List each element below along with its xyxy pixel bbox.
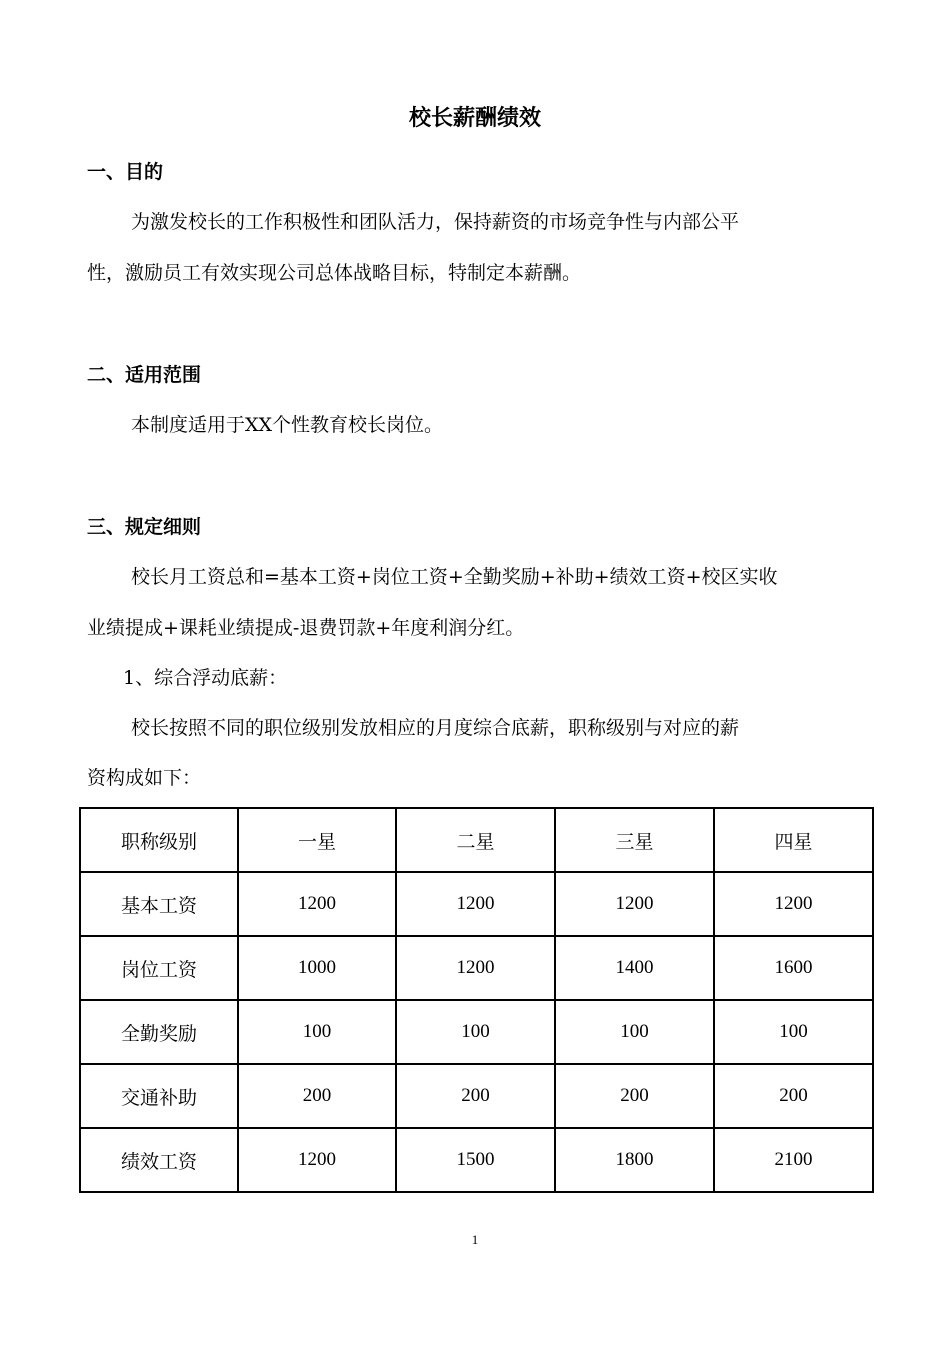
table-header-cell: 一星 xyxy=(238,808,396,872)
table-header-row xyxy=(80,808,873,872)
paragraph-line: 本制度适用于XX个性教育校长岗位。 xyxy=(131,414,444,436)
paragraph-line: 业绩提成+课耗业绩提成-退费罚款+年度利润分红。 xyxy=(87,617,525,639)
table-cell: 100 xyxy=(714,1000,873,1064)
section-heading-purpose: 一、目的 xyxy=(87,161,164,183)
section-heading-scope: 二、适用范围 xyxy=(87,364,202,386)
table-row xyxy=(80,1128,873,1192)
table-header-cell: 三星 xyxy=(555,808,714,872)
paragraph-line: 资构成如下： xyxy=(87,767,202,789)
table-row-label: 岗位工资 xyxy=(80,936,238,1000)
table-cell: 200 xyxy=(714,1064,873,1128)
table-cell: 1200 xyxy=(555,872,714,936)
table-row-label: 绩效工资 xyxy=(80,1128,238,1192)
table-header-cell: 职称级别 xyxy=(80,808,238,872)
table-row xyxy=(80,872,873,936)
table-cell: 100 xyxy=(555,1000,714,1064)
table-header-cell: 二星 xyxy=(396,808,555,872)
page-number: 1 xyxy=(471,1232,479,1247)
paragraph-line: 性，激励员工有效实现公司总体战略目标，特制定本薪酬。 xyxy=(87,262,582,284)
table-cell: 1500 xyxy=(396,1128,555,1192)
table-cell: 1200 xyxy=(396,936,555,1000)
document-title: 校长薪酬绩效 xyxy=(408,106,541,131)
paragraph-line: 校长按照不同的职位级别发放相应的月度综合底薪，职称级别与对应的薪 xyxy=(131,717,740,739)
table-row xyxy=(80,1064,873,1128)
table-row xyxy=(80,936,873,1000)
table-header-cell: 四星 xyxy=(714,808,873,872)
table-row-label: 全勤奖励 xyxy=(80,1000,238,1064)
table-cell: 1200 xyxy=(238,1128,396,1192)
table-cell: 1200 xyxy=(396,872,555,936)
paragraph-line: 为激发校长的工作积极性和团队活力，保持薪资的市场竞争性与内部公平 xyxy=(131,211,740,233)
table-cell: 200 xyxy=(238,1064,396,1128)
table-cell: 100 xyxy=(396,1000,555,1064)
table-cell: 200 xyxy=(396,1064,555,1128)
section-heading-rules: 三、规定细则 xyxy=(87,516,202,538)
paragraph-line: 校长月工资总和=基本工资+岗位工资+全勤奖励+补助+绩效工资+校区实收 xyxy=(131,566,778,588)
salary-table xyxy=(79,807,874,1193)
table-cell: 1000 xyxy=(238,936,396,1000)
table-cell: 200 xyxy=(555,1064,714,1128)
table-cell: 2100 xyxy=(714,1128,873,1192)
table-cell: 1600 xyxy=(714,936,873,1000)
table-row-label: 交通补助 xyxy=(80,1064,238,1128)
table-cell: 100 xyxy=(238,1000,396,1064)
table-row xyxy=(80,1000,873,1064)
table-cell: 1800 xyxy=(555,1128,714,1192)
table-cell: 1200 xyxy=(238,872,396,936)
table-cell: 1200 xyxy=(714,872,873,936)
table-cell: 1400 xyxy=(555,936,714,1000)
table-row-label: 基本工资 xyxy=(80,872,238,936)
list-item-heading: 1、综合浮动底薪： xyxy=(123,667,288,689)
